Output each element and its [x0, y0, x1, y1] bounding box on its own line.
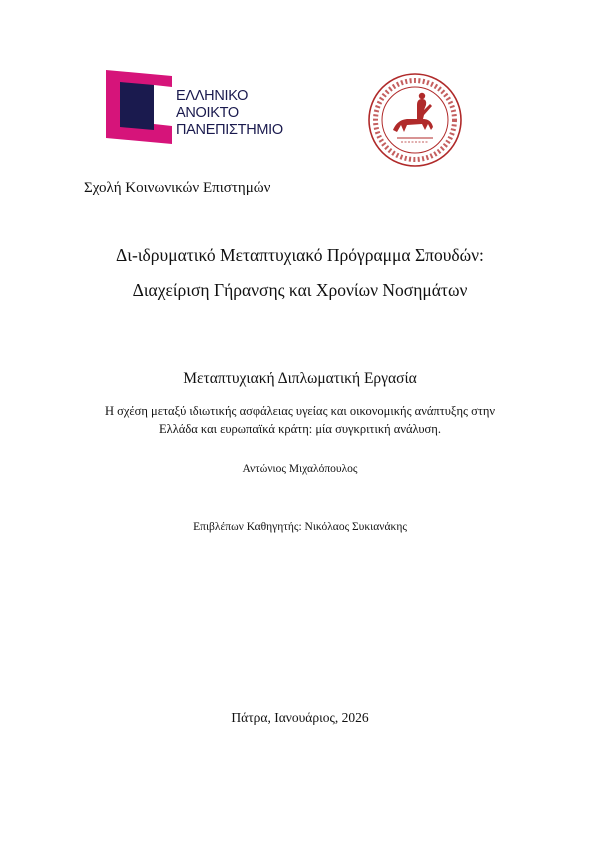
eap-logo-line: ΠΑΝΕΠΙΣΤΗΜΙΟ: [176, 122, 283, 138]
eap-logo: [106, 70, 306, 146]
place-date: Πάτρα, Ιανουάριος, 2026: [231, 710, 369, 725]
thesis-type: Μεταπτυχιακή Διπλωματική Εργασία: [183, 370, 417, 387]
eap-logo-line: ΑΝΟΙΚΤΟ: [176, 105, 239, 121]
program-title-line2: Διαχείριση Γήρανσης και Χρονίων Νοσημάτων: [132, 280, 468, 300]
university-seal-icon: [367, 72, 463, 168]
school-name: Σχολή Κοινωνικών Επιστημών: [84, 180, 271, 196]
eap-logo-text: [176, 88, 283, 139]
thesis-topic-line2: Ελλάδα και ευρωπαϊκά κράτη: μία συγκριτική ανάλυση.: [159, 422, 441, 436]
eap-logo-line: ΕΛΛΗΝΙΚΟ: [176, 88, 249, 104]
thesis-topic-line1: Η σχέση μεταξύ ιδιωτικής ασφάλειας υγείας και οικονομικής ανάπτυξης στην: [104, 404, 496, 418]
author-name: Αντώνιος Μιχαλόπουλος: [242, 463, 358, 475]
supervisor: Επιβλέπων Καθηγητής: Νικόλαος Συκιανάκης: [193, 521, 407, 533]
eap-logo-mark-icon: [106, 70, 172, 144]
program-title-line1: Δι-ιδρυματικό Μεταπτυχιακό Πρόγραμμα Σπουδών:: [116, 245, 484, 265]
